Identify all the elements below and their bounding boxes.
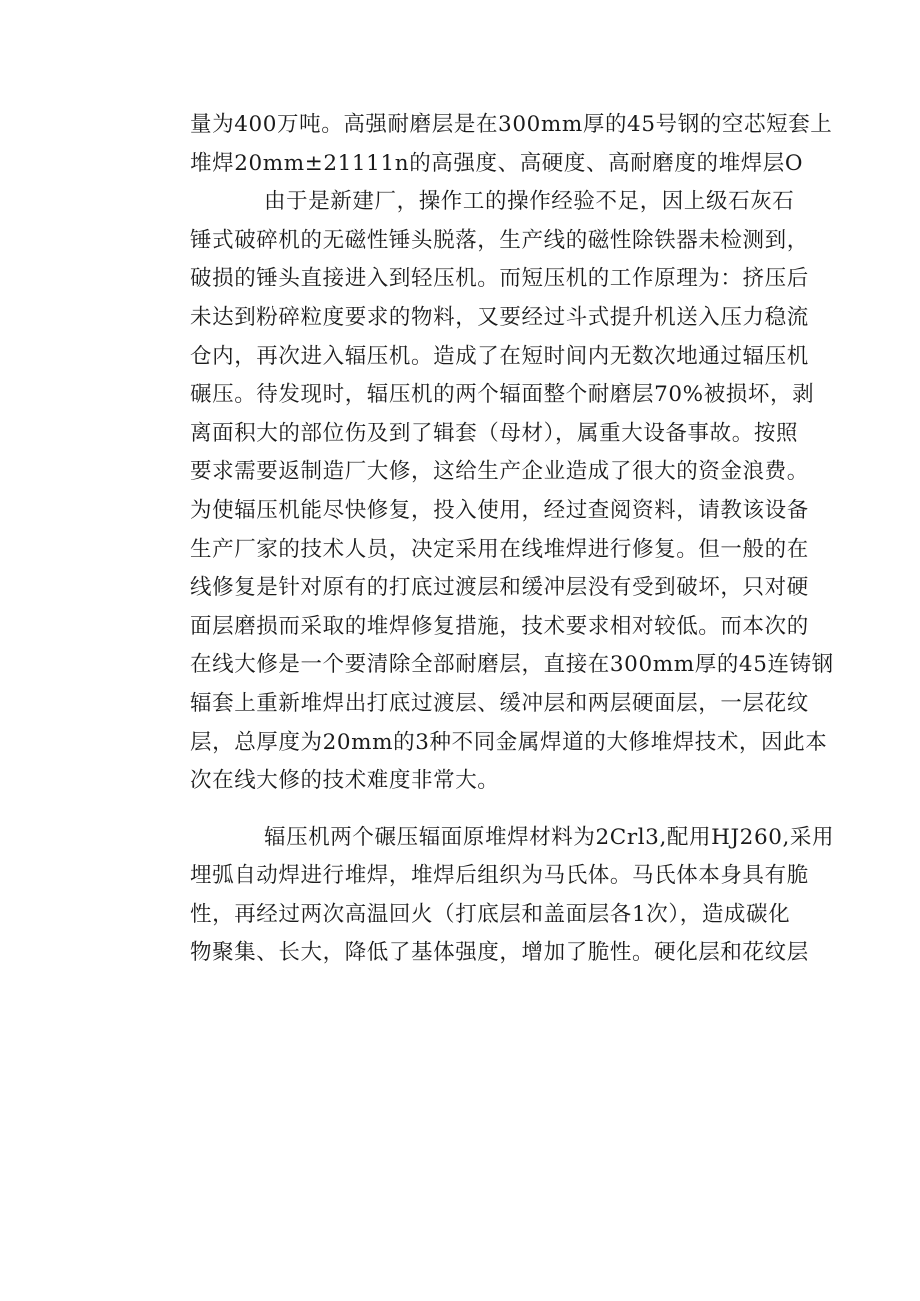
- document-body: [190, 106, 835, 973]
- text-line: 生产厂家的技术人员，决定采用在线堆焊进行修复。但一般的在: [190, 536, 809, 562]
- text-line: 辐套上重新堆焊出打底过渡层、缓冲层和两层硬面层，一层花纹: [190, 690, 809, 716]
- text-line: 仓内，再次进入辐压机。造成了在短时间内无数次地通过辐压机: [190, 343, 809, 369]
- text-line: 由于是新建厂，操作工的操作经验不足，因上级石灰石: [264, 189, 795, 215]
- text-line: 为使辐压机能尽快修复，投入使用，经过查阅资料，请教该设备: [190, 497, 809, 523]
- text-line: 面层磨损而采取的堆焊修复措施，技术要求相对较低。而本次的: [190, 613, 809, 639]
- text-line: 辐压机两个碾压辐面原堆焊材料为2Crl3,配用HJ260,采用: [264, 824, 835, 850]
- text-line: 量为400万吨。高强耐磨层是在300mm厚的45号钢的空芯短套上: [190, 112, 833, 137]
- text-line: 堆焊20mm±21111n的高强度、高硬度、高耐磨度的堆焊层O: [190, 150, 804, 176]
- text-line: 要求需要返制造厂大修，这给生产企业造成了很大的资金浪费。: [190, 459, 809, 485]
- text-line: 破损的锤头直接进入到轻压机。而短压机的工作原理为：挤压后: [190, 266, 809, 292]
- text-line: 次在线大修的技术难度非常大。: [190, 768, 500, 794]
- paragraph-spacer: [190, 801, 810, 819]
- text-line: 未达到粉碎粒度要求的物料，又要经过斗式提升机送入压力稳流: [190, 304, 809, 330]
- text-line: 离面积大的部位伤及到了辑套（母材），属重大设备事故。按照: [190, 420, 799, 446]
- text-line: 物聚集、长大，降低了基体强度，增加了脆性。硬化层和花纹层: [190, 940, 809, 966]
- paragraph-3: [190, 819, 835, 973]
- text-line: 性，再经过两次高温回火（打底层和盖面层各1次），造成碳化: [190, 901, 791, 927]
- text-line: 线修复是针对原有的打底过渡层和缓冲层没有受到破坏，只对硬: [190, 575, 809, 601]
- text-line: 锤式破碎机的无磁性锤头脱落，生产线的磁性除铁器未检测到，: [190, 227, 809, 253]
- text-line: 在线大修是一个要清除全部耐磨层，直接在300mm厚的45连铸钢: [190, 652, 834, 678]
- paragraph-1: [190, 106, 833, 183]
- text-line: 埋弧自动焊进行堆焊，堆焊后组织为马氏体。马氏体本身具有脆: [190, 863, 809, 889]
- paragraph-2: [190, 183, 834, 801]
- text-line: 碾压。待发现时，辐压机的两个辐面整个耐磨层70%被损坏，剥: [190, 382, 815, 408]
- text-line: 层，总厚度为20mm的3种不同金属焊道的大修堆焊技术，因此本: [190, 729, 828, 755]
